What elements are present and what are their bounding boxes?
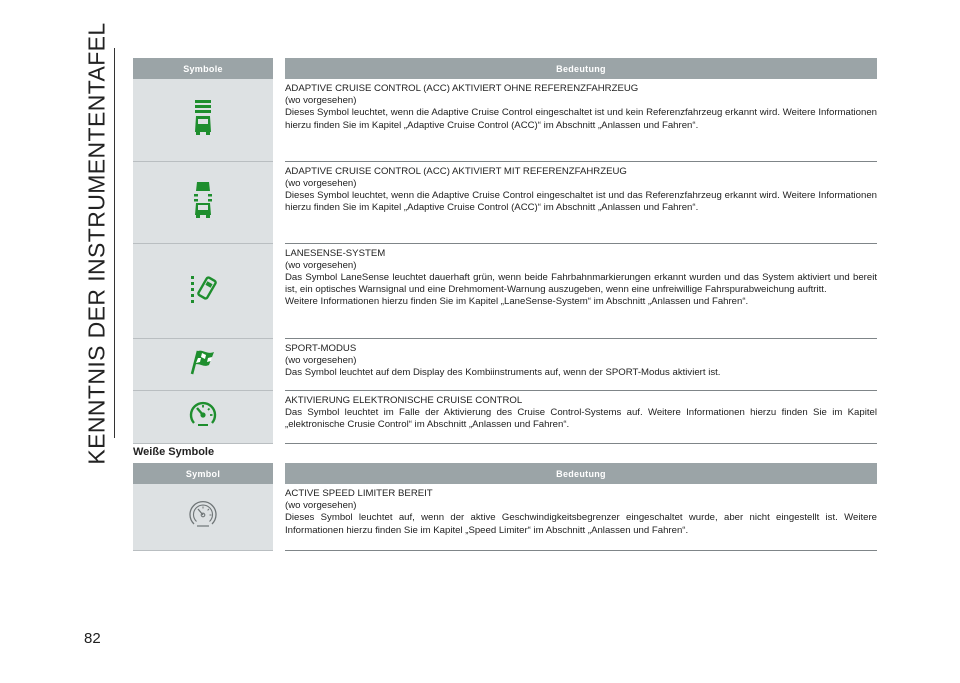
symbol-cell xyxy=(133,79,279,161)
green-symbols-table xyxy=(133,58,877,444)
meaning-cell xyxy=(279,338,877,390)
acc-without-vehicle-icon xyxy=(193,99,213,135)
symbol-note: (wo vorgesehen) xyxy=(285,500,357,512)
symbol-description: Dieses Symbol leuchtet, wenn die Adaptive Cruise Control eingeschaltet ist und kein Referenzfahrzeug erkannt wird. Weitere Informationen hierzu finden Sie im Kapitel „Adaptive Cruise Control (ACC)“ im Abschnitt „Anlassen und Fahren“. xyxy=(285,107,877,131)
speed-limiter-icon xyxy=(185,497,221,531)
side-chapter-title-text: KENNTNIS DER INSTRUMENTENTAFEL xyxy=(83,21,110,465)
meaning-cell xyxy=(279,161,877,243)
symbol-title: LANESENSE-SYSTEM xyxy=(285,247,386,259)
page-number: 82 xyxy=(84,630,101,647)
table-row xyxy=(133,390,877,443)
sport-flag-icon xyxy=(189,348,217,376)
header-meaning: Bedeutung xyxy=(279,58,877,79)
symbol-title: ACTIVE SPEED LIMITER BEREIT xyxy=(285,488,433,499)
symbol-cell xyxy=(133,484,279,550)
symbol-description: Dieses Symbol leuchtet, wenn die Adaptive Cruise Control eingeschaltet ist und das Referenzfahrzeug erkannt wird. Weitere Informationen hierzu finden Sie im Kapitel „Adaptive Cruise Control (ACC)“ im Abschnitt „Anlassen und Fahren“. xyxy=(285,189,877,214)
meaning-cell xyxy=(279,484,877,550)
header-symbol: Symbol xyxy=(133,463,279,484)
symbol-title: ADAPTIVE CRUISE CONTROL (ACC) AKTIVIERT MIT REFERENZFAHRZEUG xyxy=(285,165,627,177)
symbol-title: ADAPTIVE CRUISE CONTROL (ACC) AKTIVIERT OHNE REFERENZFAHRZEUG xyxy=(285,83,639,94)
section-heading-white-symbols: Weiße Symbole xyxy=(133,446,215,458)
cruise-control-icon xyxy=(187,398,219,430)
table-row xyxy=(133,243,877,338)
symbol-cell xyxy=(133,390,279,443)
table-row xyxy=(133,79,877,161)
header-symbol: Symbole xyxy=(133,58,279,79)
table-header-row xyxy=(133,58,877,79)
symbol-title: AKTIVIERUNG ELEKTRONISCHE CRUISE CONTROL xyxy=(285,394,523,406)
white-symbols-table xyxy=(133,463,877,551)
side-divider xyxy=(114,48,115,438)
table-header-row xyxy=(133,463,877,484)
symbol-note: (wo vorgesehen) xyxy=(285,177,357,189)
table-row xyxy=(133,161,877,243)
symbol-note: (wo vorgesehen) xyxy=(285,95,357,107)
symbol-note: (wo vorgesehen) xyxy=(285,354,357,366)
symbol-cell xyxy=(133,243,279,338)
symbol-description: Dieses Symbol leuchtet auf, wenn der aktive Geschwindigkeitsbegrenzer eingeschaltet wurde, aber nicht eingestellt ist. Weitere Informationen hierzu finden Sie im Kapitel „Speed Limiter“ im Abschnitt „Anlassen und Fahren“. xyxy=(285,512,877,536)
symbol-title: SPORT-MODUS xyxy=(285,342,357,354)
meaning-cell xyxy=(279,243,877,338)
symbol-note: (wo vorgesehen) xyxy=(285,259,357,271)
table-row xyxy=(133,484,877,550)
symbol-description: Das Symbol LaneSense leuchtet dauerhaft grün, wenn beide Fahrbahnmarkierungen erkannt wurden und das System aktiviert und bereit ist, ein optisches Warnsignal und eine Drehmoment-Warnung auszugeben, wenn eine unfreiwillige Fahrspurabweichung auftritt. xyxy=(285,271,877,296)
symbol-cell xyxy=(133,338,279,390)
acc-with-vehicle-icon xyxy=(192,181,214,219)
symbol-description-more: Weitere Informationen hierzu finden Sie im Kapitel „LaneSense-System“ im Abschnitt „Anlassen und Fahren“. xyxy=(285,296,749,308)
header-meaning: Bedeutung xyxy=(279,463,877,484)
symbol-description: Das Symbol leuchtet auf dem Display des Kombiinstruments auf, wenn der SPORT-Modus aktiviert ist. xyxy=(285,366,721,378)
symbol-description: Das Symbol leuchtet im Falle der Aktivierung des Cruise Control-Systems auf. Weitere Informationen hierzu finden Sie im Kapitel „elektronische Crusie Control“ im Abschnitt „Anlassen und Fahren“. xyxy=(285,406,877,430)
side-chapter-title xyxy=(82,21,112,465)
meaning-cell xyxy=(279,390,877,443)
symbol-cell xyxy=(133,161,279,243)
lanesense-icon xyxy=(189,273,217,303)
table-row xyxy=(133,338,877,390)
meaning-cell xyxy=(279,79,877,161)
